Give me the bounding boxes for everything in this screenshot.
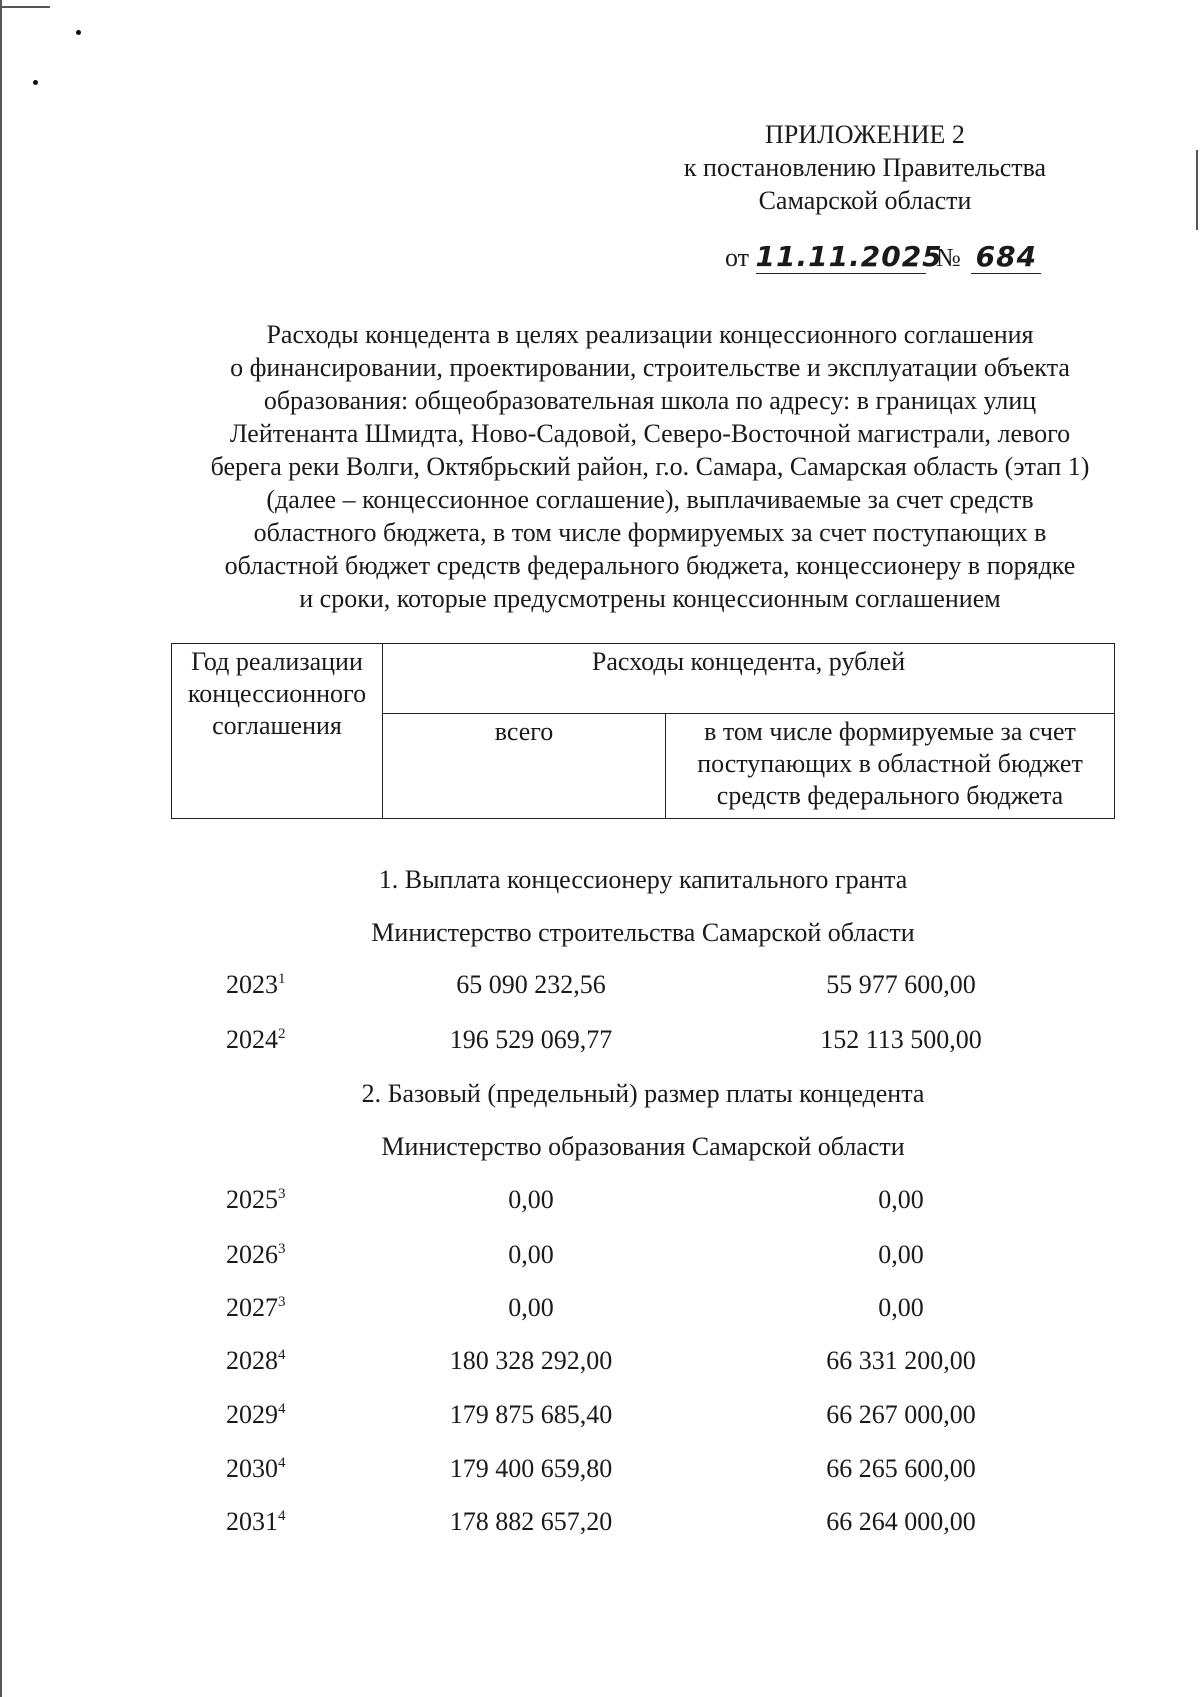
table-row xyxy=(171,1240,1115,1280)
appendix-title: ПРИЛОЖЕНИЕ 2 xyxy=(765,120,965,149)
row-total: 0,00 xyxy=(508,1240,554,1269)
title-line: берега реки Волги, Октябрьский район, г.о. Самара, Самарская область (этап 1) xyxy=(210,452,1090,481)
title-line: Лейтенанта Шмидта, Ново-Садовой, Северо-Восточной магистрали, левого xyxy=(229,419,1071,448)
section-ministry: Министерство строительства Самарской области xyxy=(371,918,915,947)
resolution-date-line xyxy=(725,240,1041,274)
title-line: образования: общеобразовательная школа по адресу: в границах улиц xyxy=(263,386,1037,415)
footnote-mark: 3 xyxy=(278,1186,286,1202)
scan-speck xyxy=(33,80,38,85)
title-line: Расходы концедента в целях реализации концессионного соглашения xyxy=(266,320,1034,349)
row-total: 0,00 xyxy=(508,1293,554,1322)
section-title: 1. Выплата концессионеру капитального гранта xyxy=(378,865,908,894)
appendix-line-1: к постановлению Правительства xyxy=(683,153,1047,182)
section-title: 2. Базовый (предельный) размер платы концедента xyxy=(361,1079,925,1108)
row-federal: 0,00 xyxy=(878,1293,924,1322)
scan-edge-line xyxy=(0,0,2,1697)
row-year: 2030$^4$ xyxy=(226,1454,286,1483)
row-total: 179 875 685,40 xyxy=(449,1400,613,1429)
table-row xyxy=(171,1346,1115,1386)
header-total-text: всего xyxy=(494,717,554,746)
row-federal: 66 267 000,00 xyxy=(826,1400,976,1429)
footnote-mark: 2 xyxy=(278,1026,286,1042)
header-year-text: Год реализации концессионного соглашения xyxy=(187,647,367,740)
scan-speck xyxy=(76,30,81,35)
title-line: и сроки, которые предусмотрены концессионным соглашением xyxy=(299,584,1001,613)
row-total: 179 400 659,80 xyxy=(449,1454,613,1483)
row-total: 0,00 xyxy=(508,1185,554,1214)
row-federal: 152 113 500,00 xyxy=(820,1025,982,1054)
table-row xyxy=(171,1454,1115,1494)
table-row xyxy=(171,1507,1115,1547)
row-federal: 0,00 xyxy=(878,1240,924,1269)
row-federal: 66 331 200,00 xyxy=(826,1346,976,1375)
title-line: (далее – концессионное соглашение), выплачиваемые за счет средств xyxy=(266,485,1034,514)
title-line: о финансировании, проектировании, строительстве и эксплуатации объекта xyxy=(230,353,1070,382)
footnote-mark: 4 xyxy=(278,1508,286,1524)
appendix-header xyxy=(600,118,1130,217)
section-ministry: Министерство образования Самарской области xyxy=(381,1132,905,1161)
table-row xyxy=(171,1293,1115,1333)
handwritten-number: 684 xyxy=(971,240,1041,274)
row-year: 2023$^1$ xyxy=(226,970,286,999)
handwritten-date: 11.11.2025 xyxy=(755,240,943,273)
row-total: 65 090 232,56 xyxy=(456,970,606,999)
row-year: 2026$^3$ xyxy=(226,1240,286,1269)
appendix-line-2: Самарской области xyxy=(758,186,972,215)
table-row xyxy=(171,1400,1115,1440)
row-year: 2029$^4$ xyxy=(226,1400,286,1429)
row-year: 2028$^4$ xyxy=(226,1346,286,1375)
row-year: 2024$^2$ xyxy=(226,1025,286,1054)
header-federal-cell xyxy=(666,714,1115,819)
footnote-mark: 3 xyxy=(278,1294,286,1310)
scan-edge-line xyxy=(0,6,50,8)
number-label: № xyxy=(936,243,961,272)
header-expenses-cell xyxy=(383,644,1115,714)
row-federal: 55 977 600,00 xyxy=(826,970,976,999)
title-line: областной бюджет средств федерального бюджета, концессионеру в порядке xyxy=(224,551,1076,580)
row-total: 196 529 069,77 xyxy=(449,1025,613,1054)
footnote-mark: 4 xyxy=(278,1455,286,1471)
footnote-mark: 1 xyxy=(278,971,286,987)
row-total: 180 328 292,00 xyxy=(449,1346,613,1375)
row-year: 2025$^3$ xyxy=(226,1185,286,1214)
footnote-mark: 4 xyxy=(278,1347,286,1363)
row-federal: 66 265 600,00 xyxy=(826,1454,976,1483)
header-total-cell xyxy=(383,714,666,819)
row-year: 2027$^3$ xyxy=(226,1293,286,1322)
table-row xyxy=(171,1185,1115,1225)
scan-edge-line xyxy=(1196,150,1198,230)
row-year: 2031$^4$ xyxy=(226,1507,286,1536)
table-row xyxy=(171,1025,1115,1065)
row-federal: 0,00 xyxy=(878,1185,924,1214)
row-federal: 66 264 000,00 xyxy=(826,1507,976,1536)
footnote-mark: 3 xyxy=(278,1241,286,1257)
date-prefix: от xyxy=(725,243,750,272)
document-title xyxy=(180,318,1120,615)
header-year-cell xyxy=(172,644,383,819)
expenses-header-table xyxy=(171,643,1115,819)
header-federal-text: в том числе формируемые за счет поступающих в областной бюджет средств федерального бюджета xyxy=(697,717,1083,810)
footnote-mark: 4 xyxy=(278,1401,286,1417)
title-line: областного бюджета, в том числе формируемых за счет поступающих в xyxy=(253,518,1047,547)
row-total: 178 882 657,20 xyxy=(449,1507,613,1536)
header-expenses-text: Расходы концедента, рублей xyxy=(591,647,906,676)
table-row xyxy=(171,970,1115,1010)
